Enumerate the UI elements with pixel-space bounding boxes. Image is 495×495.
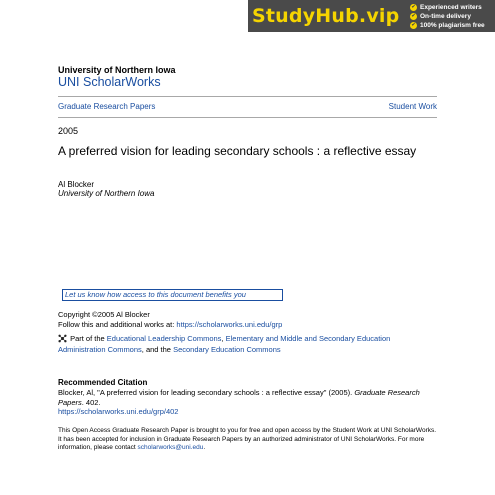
access-feedback-link[interactable]: Let us know how access to this document benefits you <box>62 289 283 301</box>
university-name: University of Northern Iowa <box>58 65 176 75</box>
access-notice <box>58 427 440 453</box>
copyright-notice: Copyright ©2005 Al Blocker <box>58 310 150 319</box>
commons-link[interactable]: Secondary Education Commons <box>173 345 281 354</box>
citation-url-link[interactable]: https://scholarworks.uni.edu/grp/402 <box>58 407 179 416</box>
notice-text: This Open Access Graduate Research Paper is brought to you for free and open access by the Student Work at UNI ScholarWorks. It has been accepted for inclusion in Graduate Research Papers by an authorized administrator of UNI ScholarWorks. For more information, please contact <box>58 427 437 451</box>
banner-feature-label: Experienced writers <box>420 4 482 11</box>
banner-feature <box>410 21 485 30</box>
citation-text: Blocker, Al, "A preferred vision for leading secondary schools : a reflective essay" (2005). <box>58 388 355 397</box>
banner-feature <box>410 3 485 12</box>
author-name: Al Blocker <box>58 180 95 189</box>
citation-heading: Recommended Citation <box>58 378 148 387</box>
repository-link[interactable]: UNI ScholarWorks <box>58 75 161 89</box>
follow-text: Follow this and additional works at: <box>58 320 177 329</box>
studyhub-logo: StudyHub.vip <box>252 5 400 27</box>
author-affiliation: University of Northern Iowa <box>58 189 155 198</box>
commons-link[interactable]: Elementary and Middle and Secondary Education Administration Commons <box>58 334 391 354</box>
separator: , and the <box>141 345 174 354</box>
collection-nav <box>58 102 437 111</box>
commons-list <box>58 333 438 355</box>
check-icon: ✔ <box>411 4 416 10</box>
follow-url-link[interactable]: https://scholarworks.uni.edu/grp <box>176 320 283 329</box>
citation-number: . 402. <box>81 397 101 407</box>
network-icon <box>58 334 67 343</box>
banner-feature <box>410 12 485 21</box>
check-icon: ✔ <box>411 13 416 19</box>
ad-banner[interactable] <box>248 0 495 32</box>
follow-line <box>58 320 282 329</box>
part-of-prefix: Part of the <box>70 334 107 343</box>
citation-series: Graduate Research Papers <box>58 388 420 407</box>
separator: , <box>221 334 226 343</box>
contact-email-link[interactable]: scholarworks@uni.edu <box>137 444 204 451</box>
check-icon: ✔ <box>411 22 416 28</box>
publication-year: 2005 <box>58 126 79 136</box>
banner-features <box>410 3 485 30</box>
banner-feature-label: On-time delivery <box>420 13 471 20</box>
paper-title: A preferred vision for leading secondary schools : a reflective essay <box>58 144 417 158</box>
collection-link[interactable]: Graduate Research Papers <box>58 102 156 111</box>
divider <box>58 96 437 97</box>
divider <box>58 117 437 118</box>
citation-body <box>58 388 440 417</box>
banner-feature-label: 100% plagiarism free <box>420 22 485 29</box>
commons-link[interactable]: Educational Leadership Commons <box>106 334 222 343</box>
notice-end: . <box>203 444 206 451</box>
student-work-link[interactable]: Student Work <box>388 102 437 111</box>
